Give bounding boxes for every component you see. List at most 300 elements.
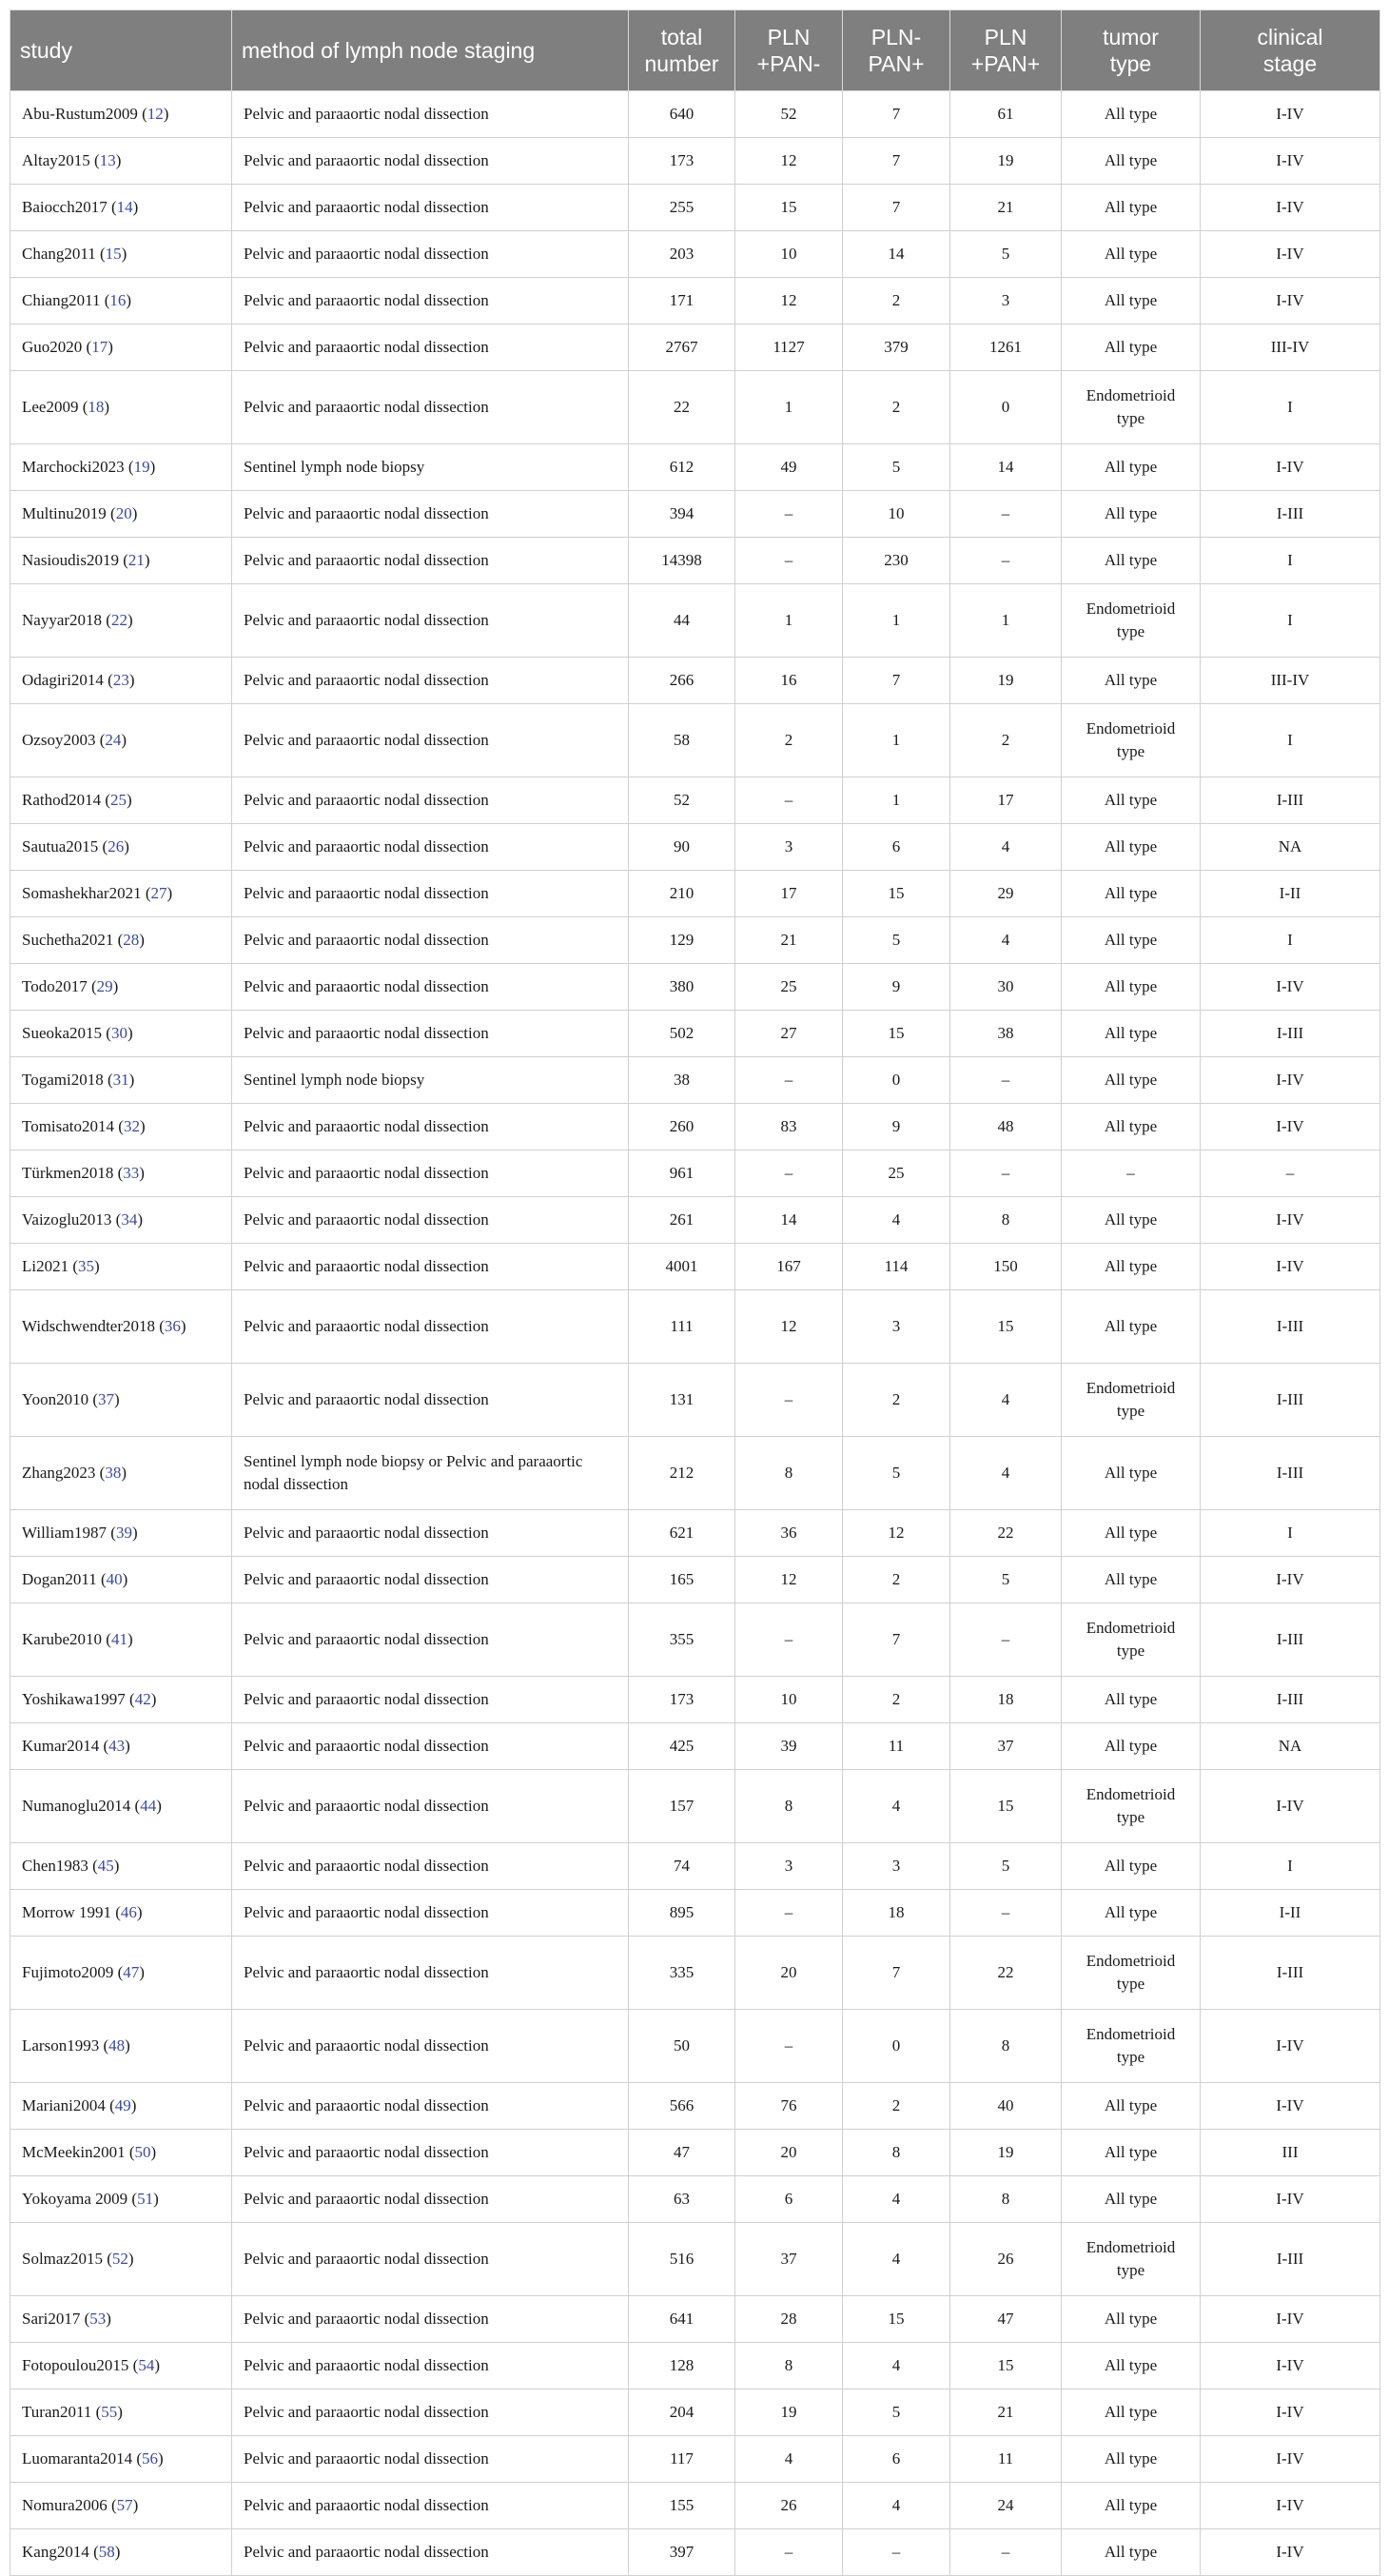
pln-neg-pan-pos-cell: 4 <box>843 2343 950 2389</box>
reference-close-paren: ) <box>127 1630 133 1648</box>
table-row <box>10 1770 1380 1843</box>
method-cell: Pelvic and paraaortic nodal dissection <box>232 1510 629 1557</box>
pln-pos-pan-pos-cell: 4 <box>950 917 1062 964</box>
table-row <box>10 964 1380 1011</box>
pln-pos-pan-pos-cell: – <box>950 1150 1062 1197</box>
reference-link[interactable]: 44 <box>140 1797 157 1815</box>
table-row <box>10 185 1380 231</box>
pln-pos-pan-pos-cell: 26 <box>950 2223 1062 2296</box>
reference-link[interactable]: 49 <box>114 2096 131 2114</box>
clinical-stage-cell: I <box>1201 704 1380 777</box>
study-cell <box>10 1557 232 1603</box>
pln-neg-pan-pos-cell: 3 <box>843 1290 950 1364</box>
pln-pos-pan-neg-cell: – <box>735 491 843 538</box>
reference-link[interactable]: 28 <box>123 931 140 949</box>
total-number-cell: 74 <box>629 1843 735 1890</box>
table-row <box>10 2436 1380 2483</box>
total-number-cell: 117 <box>629 2436 735 2483</box>
pln-neg-pan-pos-cell: 5 <box>843 1437 950 1510</box>
header-row <box>10 10 1380 91</box>
pln-pos-pan-neg-cell: 16 <box>735 658 843 704</box>
clinical-stage-cell: I-IV <box>1201 278 1380 324</box>
pln-pos-pan-neg-cell: 76 <box>735 2083 843 2130</box>
tumor-type-cell: All type <box>1062 1244 1201 1290</box>
method-cell: Pelvic and paraaortic nodal dissection <box>232 324 629 371</box>
reference-close-paren: ) <box>150 1690 157 1708</box>
pln-neg-pan-pos-cell: 2 <box>843 278 950 324</box>
method-cell: Pelvic and paraaortic nodal dissection <box>232 1603 629 1677</box>
pln-neg-pan-pos-cell: 114 <box>843 1244 950 1290</box>
study-name: Nomura2006 ( <box>22 2496 117 2514</box>
total-number-cell: 425 <box>629 1723 735 1770</box>
clinical-stage-cell: I-III <box>1201 1437 1380 1510</box>
table-row <box>10 917 1380 964</box>
total-number-cell: 38 <box>629 1057 735 1104</box>
reference-close-paren: ) <box>163 105 169 123</box>
reference-link[interactable]: 17 <box>91 338 108 356</box>
reference-close-paren: ) <box>115 151 122 169</box>
pln-pos-pan-pos-cell: 22 <box>950 1510 1062 1557</box>
pln-neg-pan-pos-cell: 1 <box>843 704 950 777</box>
tumor-type-cell: All type <box>1062 185 1201 231</box>
tumor-type-cell: Endometrioid type <box>1062 1364 1201 1437</box>
tumor-type-cell: Endometrioid type <box>1062 1603 1201 1677</box>
study-name: Tomisato2014 ( <box>22 1117 124 1135</box>
reference-link[interactable]: 50 <box>134 2143 151 2161</box>
study-cell <box>10 871 232 917</box>
study-cell <box>10 964 232 1011</box>
study-cell <box>10 1104 232 1150</box>
reference-link[interactable]: 12 <box>147 105 164 123</box>
reference-link[interactable]: 41 <box>110 1630 127 1648</box>
total-number-cell: 255 <box>629 185 735 231</box>
table-row <box>10 1723 1380 1770</box>
table-row <box>10 1290 1380 1364</box>
table-row <box>10 1843 1380 1890</box>
tumor-type-cell: All type <box>1062 777 1201 824</box>
reference-link[interactable]: 27 <box>150 884 167 902</box>
reference-close-paren: ) <box>166 884 173 902</box>
total-number-cell: 355 <box>629 1603 735 1677</box>
tumor-type-cell: Endometrioid type <box>1062 371 1201 444</box>
clinical-stage-cell: I-IV <box>1201 2436 1380 2483</box>
reference-close-paren: ) <box>114 2543 121 2561</box>
reference-close-paren: ) <box>125 1737 130 1755</box>
tumor-type-cell: All type <box>1062 231 1201 278</box>
tumor-type-cell: All type <box>1062 1723 1201 1770</box>
pln-pos-pan-pos-cell: 2 <box>950 704 1062 777</box>
pln-pos-pan-neg-cell: 4 <box>735 2436 843 2483</box>
clinical-stage-cell: I <box>1201 1843 1380 1890</box>
total-number-cell: 165 <box>629 1557 735 1603</box>
pln-pos-pan-neg-cell: 36 <box>735 1510 843 1557</box>
pln-pos-pan-pos-cell: 30 <box>950 964 1062 1011</box>
pln-pos-pan-pos-cell: 37 <box>950 1723 1062 1770</box>
reference-close-paren: ) <box>124 837 129 855</box>
study-cell <box>10 2389 232 2436</box>
clinical-stage-cell: I-IV <box>1201 444 1380 491</box>
study-cell <box>10 1244 232 1290</box>
reference-link[interactable]: 34 <box>121 1210 138 1229</box>
pln-pos-pan-pos-cell: 5 <box>950 231 1062 278</box>
clinical-stage-cell: NA <box>1201 824 1380 871</box>
clinical-stage-cell: I-III <box>1201 1011 1380 1057</box>
table-row <box>10 824 1380 871</box>
clinical-stage-cell: NA <box>1201 1723 1380 1770</box>
reference-link[interactable]: 43 <box>108 1737 126 1755</box>
reference-link[interactable]: 56 <box>142 2449 159 2468</box>
pln-neg-pan-pos-cell: 3 <box>843 1843 950 1890</box>
reference-link[interactable]: 33 <box>123 1164 140 1182</box>
table-row <box>10 1150 1380 1197</box>
reference-close-paren: ) <box>139 1963 145 1981</box>
reference-close-paren: ) <box>154 2356 160 2374</box>
clinical-stage-cell: I-IV <box>1201 2343 1380 2389</box>
reference-close-paren: ) <box>132 2496 139 2514</box>
pln-pos-pan-pos-cell: 4 <box>950 824 1062 871</box>
study-name: Odagiri2014 ( <box>22 671 113 689</box>
study-name: Somashekhar2021 ( <box>22 884 151 902</box>
study-name: William1987 ( <box>22 1524 116 1542</box>
total-number-cell: 612 <box>629 444 735 491</box>
total-number-cell: 895 <box>629 1890 735 1937</box>
pln-neg-pan-pos-cell: 0 <box>843 1057 950 1104</box>
total-number-cell: 2767 <box>629 324 735 371</box>
pln-pos-pan-pos-cell: 8 <box>950 2010 1062 2083</box>
table-row <box>10 2083 1380 2130</box>
tumor-type-cell: All type <box>1062 1677 1201 1723</box>
reference-close-paren: ) <box>121 245 127 263</box>
reference-link[interactable]: 23 <box>112 671 129 689</box>
pln-pos-pan-pos-cell: 21 <box>950 185 1062 231</box>
table-row <box>10 444 1380 491</box>
reference-link[interactable]: 31 <box>112 1071 129 1089</box>
pln-pos-pan-neg-cell: 21 <box>735 917 843 964</box>
table-row <box>10 371 1380 444</box>
study-cell <box>10 704 232 777</box>
pln-pos-pan-neg-cell: 25 <box>735 964 843 1011</box>
pln-pos-pan-neg-cell: 1 <box>735 584 843 658</box>
study-cell <box>10 185 232 231</box>
method-cell: Pelvic and paraaortic nodal dissection <box>232 1197 629 1244</box>
reference-link[interactable]: 55 <box>101 2403 118 2421</box>
pln-neg-pan-pos-cell: 0 <box>843 2010 950 2083</box>
tumor-type-cell: All type <box>1062 1290 1201 1364</box>
study-cell <box>10 1510 232 1557</box>
pln-pos-pan-pos-cell: 19 <box>950 2130 1062 2176</box>
study-name: Fotopoulou2015 ( <box>22 2356 139 2374</box>
clinical-stage-cell: I <box>1201 538 1380 584</box>
method-cell: Pelvic and paraaortic nodal dissection <box>232 538 629 584</box>
pln-pos-pan-pos-cell: 8 <box>950 2176 1062 2223</box>
reference-link[interactable]: 19 <box>133 458 150 476</box>
method-cell: Pelvic and paraaortic nodal dissection <box>232 777 629 824</box>
pln-pos-pan-neg-cell: – <box>735 1890 843 1937</box>
table-row <box>10 1011 1380 1057</box>
reference-link[interactable]: 13 <box>99 151 116 169</box>
pln-pos-pan-pos-cell: 1261 <box>950 324 1062 371</box>
reference-close-paren: ) <box>144 551 150 569</box>
total-number-cell: 566 <box>629 2083 735 2130</box>
method-cell: Pelvic and paraaortic nodal dissection <box>232 1557 629 1603</box>
reference-link[interactable]: 21 <box>127 551 145 569</box>
study-cell <box>10 1843 232 1890</box>
pln-neg-pan-pos-cell: 1 <box>843 777 950 824</box>
pln-pos-pan-neg-cell: 10 <box>735 1677 843 1723</box>
reference-close-paren: ) <box>139 1164 145 1182</box>
total-number-cell: 640 <box>629 91 735 138</box>
pln-pos-pan-neg-cell: 28 <box>735 2296 843 2343</box>
tumor-type-cell: Endometrioid type <box>1062 2010 1201 2083</box>
reference-close-paren: ) <box>131 1524 138 1542</box>
study-name: Ozsoy2003 ( <box>22 731 106 749</box>
study-cell <box>10 1150 232 1197</box>
tumor-type-cell: – <box>1062 1150 1201 1197</box>
pln-neg-pan-pos-cell: 4 <box>843 1197 950 1244</box>
total-number-cell: 961 <box>629 1150 735 1197</box>
reference-link[interactable]: 45 <box>97 1857 114 1875</box>
tumor-type-cell: All type <box>1062 91 1201 138</box>
reference-link[interactable]: 58 <box>98 2543 115 2561</box>
total-number-cell: 63 <box>629 2176 735 2223</box>
pln-pos-pan-neg-cell: 14 <box>735 1197 843 1244</box>
pln-pos-pan-pos-cell: 47 <box>950 2296 1062 2343</box>
header-tumor-type: tumor type <box>1062 10 1201 91</box>
tumor-type-cell: All type <box>1062 871 1201 917</box>
clinical-stage-cell: I-IV <box>1201 2296 1380 2343</box>
pln-neg-pan-pos-cell: 8 <box>843 2130 950 2176</box>
pln-pos-pan-pos-cell: – <box>950 538 1062 584</box>
tumor-type-cell: All type <box>1062 2176 1201 2223</box>
method-cell: Pelvic and paraaortic nodal dissection <box>232 2343 629 2389</box>
study-cell <box>10 2436 232 2483</box>
reference-link[interactable]: 53 <box>89 2310 107 2328</box>
total-number-cell: 111 <box>629 1290 735 1364</box>
tumor-type-cell: All type <box>1062 2529 1201 2576</box>
pln-neg-pan-pos-cell: 18 <box>843 1890 950 1937</box>
tumor-type-cell: All type <box>1062 1510 1201 1557</box>
total-number-cell: 516 <box>629 2223 735 2296</box>
reference-link[interactable]: 47 <box>123 1963 140 1981</box>
clinical-stage-cell: I-IV <box>1201 1057 1380 1104</box>
reference-link[interactable]: 14 <box>116 198 133 216</box>
study-cell <box>10 538 232 584</box>
pln-pos-pan-pos-cell: 40 <box>950 2083 1062 2130</box>
total-number-cell: 47 <box>629 2130 735 2176</box>
pln-pos-pan-neg-cell: – <box>735 2529 843 2576</box>
tumor-type-cell: All type <box>1062 2483 1201 2529</box>
reference-link[interactable]: 46 <box>120 1903 137 1921</box>
pln-neg-pan-pos-cell: 4 <box>843 1770 950 1843</box>
pln-pos-pan-pos-cell: – <box>950 491 1062 538</box>
tumor-type-cell: All type <box>1062 444 1201 491</box>
tumor-type-cell: All type <box>1062 824 1201 871</box>
tumor-type-cell: All type <box>1062 917 1201 964</box>
reference-link[interactable]: 51 <box>137 2190 154 2208</box>
method-cell: Pelvic and paraaortic nodal dissection <box>232 2083 629 2130</box>
study-name: Vaizoglu2013 ( <box>22 1210 122 1229</box>
pln-pos-pan-pos-cell: 17 <box>950 777 1062 824</box>
method-cell: Sentinel lymph node biopsy or Pelvic and paraaortic nodal dissection <box>232 1437 629 1510</box>
pln-pos-pan-neg-cell: 1 <box>735 371 843 444</box>
reference-link[interactable]: 48 <box>108 2036 126 2055</box>
total-number-cell: 90 <box>629 824 735 871</box>
table-row <box>10 1603 1380 1677</box>
method-cell: Pelvic and paraaortic nodal dissection <box>232 1723 629 1770</box>
pln-pos-pan-pos-cell: 24 <box>950 2483 1062 2529</box>
tumor-type-cell: Endometrioid type <box>1062 1937 1201 2010</box>
reference-link[interactable]: 57 <box>116 2496 133 2514</box>
reference-link[interactable]: 36 <box>164 1317 181 1335</box>
total-number-cell: 171 <box>629 278 735 324</box>
table-row <box>10 1677 1380 1723</box>
clinical-stage-cell: I-II <box>1201 1890 1380 1937</box>
study-name: Widschwendter2018 ( <box>22 1317 165 1335</box>
clinical-stage-cell: I-IV <box>1201 2176 1380 2223</box>
study-cell <box>10 824 232 871</box>
table-row <box>10 871 1380 917</box>
reference-link[interactable]: 52 <box>111 2250 128 2268</box>
reference-link[interactable]: 37 <box>98 1390 114 1408</box>
reference-link[interactable]: 26 <box>108 837 125 855</box>
total-number-cell: 155 <box>629 2483 735 2529</box>
method-cell: Pelvic and paraaortic nodal dissection <box>232 138 629 185</box>
pln-pos-pan-neg-cell: 26 <box>735 2483 843 2529</box>
method-cell: Pelvic and paraaortic nodal dissection <box>232 231 629 278</box>
reference-close-paren: ) <box>137 1210 144 1229</box>
pln-pos-pan-pos-cell: 19 <box>950 658 1062 704</box>
pln-pos-pan-pos-cell: 3 <box>950 278 1062 324</box>
pln-neg-pan-pos-cell: 14 <box>843 231 950 278</box>
table-row <box>10 138 1380 185</box>
study-name: Chang2011 ( <box>22 245 106 263</box>
total-number-cell: 128 <box>629 2343 735 2389</box>
method-cell: Pelvic and paraaortic nodal dissection <box>232 371 629 444</box>
study-name: Nasioudis2019 ( <box>22 551 128 569</box>
study-name: Chiang2011 ( <box>22 291 110 309</box>
total-number-cell: 131 <box>629 1364 735 1437</box>
header-pln-neg-pan-pos: PLN- PAN+ <box>843 10 950 91</box>
table-body <box>10 91 1380 2576</box>
pln-pos-pan-neg-cell: 15 <box>735 185 843 231</box>
tumor-type-cell: All type <box>1062 1057 1201 1104</box>
reference-link[interactable]: 42 <box>134 1690 151 1708</box>
method-cell: Pelvic and paraaortic nodal dissection <box>232 2010 629 2083</box>
reference-link[interactable]: 35 <box>78 1257 95 1275</box>
table-row <box>10 1890 1380 1937</box>
pln-pos-pan-neg-cell: 12 <box>735 1290 843 1364</box>
method-cell: Pelvic and paraaortic nodal dissection <box>232 278 629 324</box>
study-name: Kumar2014 ( <box>22 1737 109 1755</box>
pln-pos-pan-pos-cell: 14 <box>950 444 1062 491</box>
reference-link[interactable]: 22 <box>110 611 127 629</box>
tumor-type-cell: All type <box>1062 2389 1201 2436</box>
pln-neg-pan-pos-cell: 2 <box>843 371 950 444</box>
clinical-stage-cell: I-IV <box>1201 1557 1380 1603</box>
study-cell <box>10 2529 232 2576</box>
reference-link[interactable]: 16 <box>109 291 127 309</box>
method-cell: Pelvic and paraaortic nodal dissection <box>232 704 629 777</box>
total-number-cell: 22 <box>629 371 735 444</box>
pln-pos-pan-pos-cell: 15 <box>950 1770 1062 1843</box>
reference-link[interactable]: 38 <box>105 1464 122 1482</box>
method-cell: Pelvic and paraaortic nodal dissection <box>232 2296 629 2343</box>
study-name: Solmaz2015 ( <box>22 2250 112 2268</box>
reference-link[interactable]: 18 <box>88 398 105 416</box>
study-name: Baiocch2017 ( <box>22 198 117 216</box>
reference-close-paren: ) <box>149 458 156 476</box>
pln-pos-pan-neg-cell: 83 <box>735 1104 843 1150</box>
reference-link[interactable]: 30 <box>110 1024 127 1042</box>
table-row <box>10 1557 1380 1603</box>
study-name: Türkmen2018 ( <box>22 1164 124 1182</box>
table-row <box>10 2296 1380 2343</box>
reference-link[interactable]: 24 <box>105 731 122 749</box>
clinical-stage-cell: I-IV <box>1201 2083 1380 2130</box>
pln-neg-pan-pos-cell: 2 <box>843 2083 950 2130</box>
pln-pos-pan-neg-cell: 49 <box>735 444 843 491</box>
reference-link[interactable]: 29 <box>96 977 113 995</box>
tumor-type-cell: All type <box>1062 964 1201 1011</box>
clinical-stage-cell: I-IV <box>1201 2529 1380 2576</box>
pln-pos-pan-pos-cell: 38 <box>950 1011 1062 1057</box>
clinical-stage-cell: III-IV <box>1201 658 1380 704</box>
study-cell <box>10 584 232 658</box>
reference-link[interactable]: 54 <box>138 2356 155 2374</box>
reference-link[interactable]: 25 <box>110 791 127 809</box>
pln-neg-pan-pos-cell: 7 <box>843 138 950 185</box>
pln-pos-pan-neg-cell: – <box>735 1364 843 1437</box>
reference-link[interactable]: 15 <box>105 245 122 263</box>
reference-link[interactable]: 39 <box>115 1524 132 1542</box>
table-row <box>10 2483 1380 2529</box>
method-cell: Sentinel lymph node biopsy <box>232 1057 629 1104</box>
reference-link[interactable]: 32 <box>123 1117 140 1135</box>
reference-link[interactable]: 40 <box>106 1570 123 1588</box>
total-number-cell: 58 <box>629 704 735 777</box>
header-clinical-stage: clinical stage <box>1201 10 1380 91</box>
reference-close-paren: ) <box>122 1570 128 1588</box>
header-pln-pos-pan-pos: PLN +PAN+ <box>950 10 1062 91</box>
study-name: Yokoyama 2009 ( <box>22 2190 138 2208</box>
study-name: Yoshikawa1997 ( <box>22 1690 135 1708</box>
study-cell <box>10 491 232 538</box>
clinical-stage-cell: I-IV <box>1201 138 1380 185</box>
pln-neg-pan-pos-cell: 6 <box>843 824 950 871</box>
header-study: study <box>10 10 232 91</box>
method-cell: Pelvic and paraaortic nodal dissection <box>232 1364 629 1437</box>
pln-pos-pan-neg-cell: 12 <box>735 278 843 324</box>
reference-close-paren: ) <box>121 1464 127 1482</box>
pln-pos-pan-neg-cell: – <box>735 1603 843 1677</box>
study-cell <box>10 2483 232 2529</box>
table-row <box>10 1197 1380 1244</box>
reference-link[interactable]: 20 <box>115 504 132 522</box>
pln-pos-pan-neg-cell: 20 <box>735 2130 843 2176</box>
pln-neg-pan-pos-cell: 7 <box>843 185 950 231</box>
pln-neg-pan-pos-cell: 9 <box>843 964 950 1011</box>
pln-pos-pan-pos-cell: 22 <box>950 1937 1062 2010</box>
table-row <box>10 1510 1380 1557</box>
table-row <box>10 1437 1380 1510</box>
reference-close-paren: ) <box>117 2403 123 2421</box>
method-cell: Pelvic and paraaortic nodal dissection <box>232 2436 629 2483</box>
tumor-type-cell: All type <box>1062 1843 1201 1890</box>
header-total-number: total number <box>629 10 735 91</box>
reference-close-paren: ) <box>112 977 119 995</box>
pln-pos-pan-neg-cell: 8 <box>735 1437 843 1510</box>
table-row <box>10 1057 1380 1104</box>
